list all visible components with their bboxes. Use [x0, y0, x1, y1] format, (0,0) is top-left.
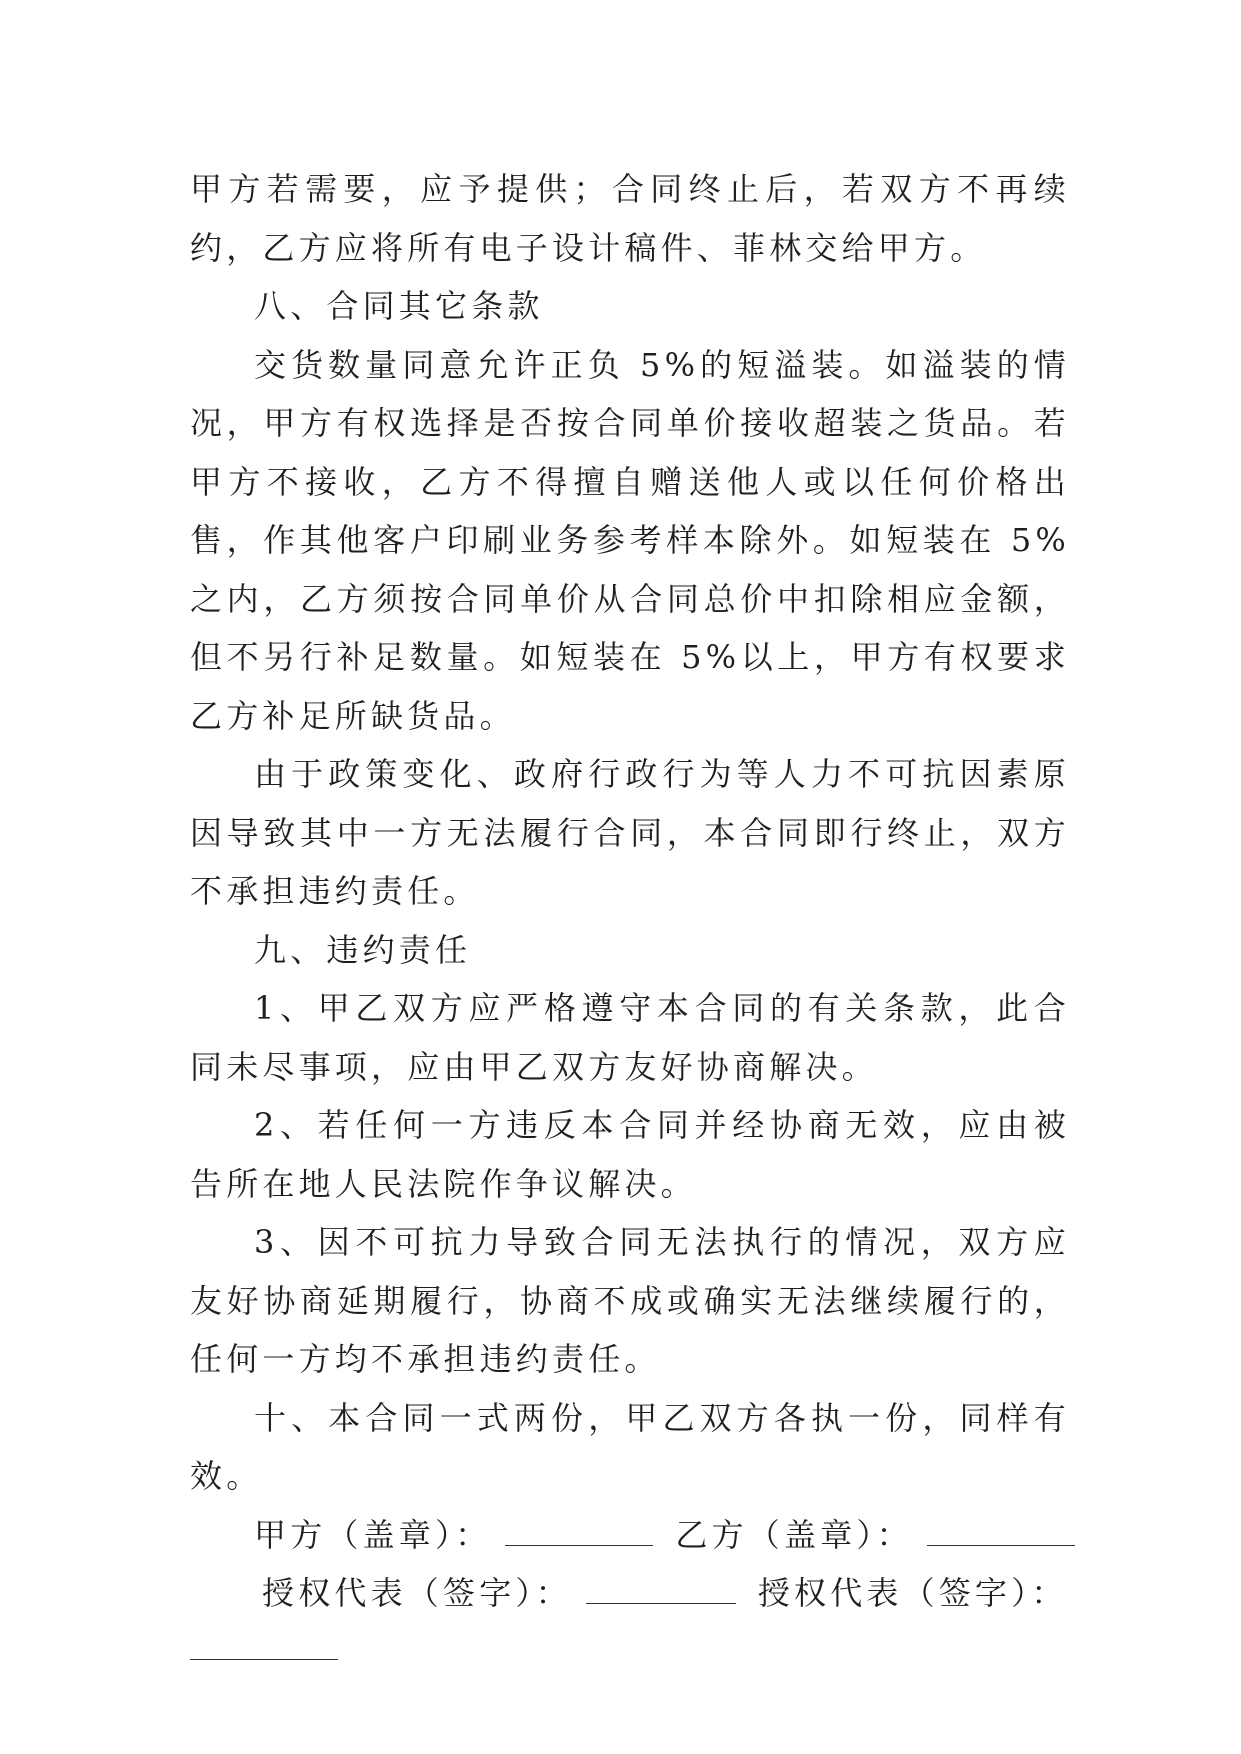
party-b-rep-blank	[190, 1633, 338, 1660]
party-a-rep-blank	[586, 1579, 736, 1604]
signature-seal-line	[190, 1506, 1070, 1565]
paragraph-liability-3: 3、因不可抗力导致合同无法执行的情况，双方应友好协商延期履行，协商不成或确实无法继续履行的，任何一方均不承担违约责任。	[190, 1223, 1070, 1378]
party-b-seal-label: 乙方（盖章）：	[675, 1515, 913, 1554]
section-heading-10: 十、本合同一式两份，甲乙双方各执一份，同样有效。	[190, 1398, 1070, 1495]
paragraph-quantity-tolerance: 交货数量同意允许正负 5%的短溢装。如溢装的情况，甲方有权选择是否按合同单价接收超装之货品。若甲方不接收，乙方不得擅自赠送他人或以任何价格出售，作其他客户印刷业务参考样本除外。如短装在 5%之内，乙方须按合同单价从合同总价中扣除相应金额，但不另行补足数量。如短装在 5%以上，甲方有权要求乙方补足所缺货品。	[190, 345, 1070, 735]
party-a-rep-label: 授权代表（签字）：	[262, 1574, 572, 1612]
signature-rep-line	[190, 1564, 1070, 1623]
section-heading-8: 八、合同其它条款	[254, 287, 544, 325]
party-b-seal-blank	[927, 1521, 1075, 1546]
party-b-rep-label: 授权代表（签字）：	[757, 1574, 1068, 1612]
document-body	[190, 160, 1070, 1660]
paragraph-continuation: 甲方若需要，应予提供；合同终止后，若双方不再续约，乙方应将所有电子设计稿件、菲林交给甲方。	[190, 170, 1070, 267]
party-a-seal-label: 甲方（盖章）：	[254, 1515, 492, 1554]
section-heading-9: 九、违约责任	[254, 930, 472, 969]
paragraph-liability-2: 2、若任何一方违反本合同并经协商无效，应由被告所在地人民法院作争议解决。	[190, 1106, 1070, 1203]
party-a-seal-blank	[505, 1521, 653, 1546]
paragraph-force-majeure-policy: 由于政策变化、政府行政行为等人力不可抗因素原因导致其中一方无法履行合同，本合同即行终止，双方不承担违约责任。	[190, 755, 1070, 910]
paragraph-liability-1: 1、甲乙双方应严格遵守本合同的有关条款，此合同未尽事项，应由甲乙双方友好协商解决。	[190, 989, 1070, 1086]
